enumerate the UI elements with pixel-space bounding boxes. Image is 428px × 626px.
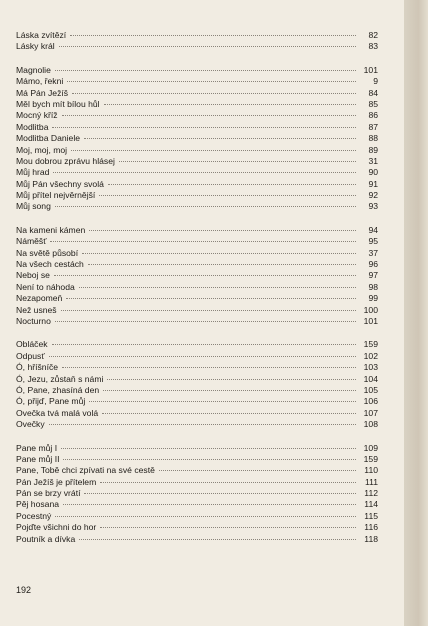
entry-page-number: 89	[368, 144, 378, 155]
entry-page-number: 94	[368, 224, 378, 235]
entry-page-number: 116	[364, 522, 378, 533]
entry-title: Pěj hosana	[16, 499, 60, 510]
dot-leader	[63, 503, 356, 505]
toc-entry	[16, 225, 378, 236]
toc-entry	[16, 511, 378, 522]
toc-entry	[16, 110, 378, 121]
dot-leader	[55, 515, 356, 517]
entry-title: Ó, hříšníče	[16, 362, 59, 373]
dot-leader	[88, 263, 356, 265]
dot-leader	[53, 171, 356, 173]
entry-title: Na všech cestách	[16, 259, 84, 270]
dot-leader	[82, 252, 356, 254]
toc-entry	[16, 65, 378, 76]
dot-leader	[49, 355, 356, 357]
dot-leader	[62, 114, 356, 116]
entry-title: Než usneš	[16, 304, 57, 315]
entry-page-number: 93	[368, 201, 378, 212]
dot-leader	[49, 423, 356, 425]
entry-title: Pane můj II	[16, 453, 60, 464]
entry-title: Magnolie	[16, 64, 51, 75]
dot-leader	[61, 309, 356, 311]
entry-title: Láska zvítězí	[16, 30, 67, 40]
entry-title: Můj Pán všechny svolá	[16, 178, 104, 189]
entry-title: Můj hrad	[16, 167, 50, 178]
dot-leader	[54, 274, 356, 276]
dot-leader	[159, 469, 356, 471]
dot-leader	[103, 389, 356, 391]
dot-leader	[50, 240, 356, 242]
page-number: 192	[16, 585, 32, 595]
entry-title: Ó, Pane, zhasíná den	[16, 384, 100, 395]
entry-page-number: 106	[363, 396, 378, 407]
entry-page-number: 37	[368, 247, 378, 258]
entry-page-number: 90	[368, 167, 378, 178]
dot-leader	[67, 80, 356, 82]
dot-leader	[63, 458, 356, 460]
entry-page-number: 83	[368, 41, 378, 52]
entry-title: Ovečky	[16, 419, 45, 430]
entry-title: Mocný kříž	[16, 110, 58, 121]
dot-leader	[61, 447, 356, 449]
entry-page-number: 159	[363, 339, 378, 350]
toc-entry	[16, 167, 378, 178]
entry-page-number: 31	[368, 155, 378, 166]
toc-entry	[16, 282, 378, 293]
entry-page-number: 96	[368, 259, 378, 270]
entry-title: Neboj se	[16, 270, 50, 281]
toc-entry	[16, 259, 378, 270]
toc-entry	[16, 408, 378, 419]
entry-page-number: 91	[368, 178, 378, 189]
table-of-contents	[16, 30, 378, 557]
dot-leader	[100, 526, 356, 528]
dot-leader	[66, 297, 356, 299]
entry-title: Můj song	[16, 201, 51, 212]
dot-leader	[62, 366, 356, 368]
toc-section	[16, 30, 378, 53]
entry-title: Pojďte všichni do hor	[16, 522, 97, 533]
toc-entry	[16, 522, 378, 533]
entry-title: Pane, Tobě chci zpívati na své cestě	[16, 465, 155, 476]
entry-page-number: 98	[368, 281, 378, 292]
entry-page-number: 107	[363, 407, 378, 418]
toc-entry	[16, 374, 378, 385]
entry-title: Modlitba Daniele	[16, 133, 81, 144]
dot-leader	[52, 343, 356, 345]
toc-entry	[16, 396, 378, 407]
toc-entry	[16, 488, 378, 499]
entry-title: Na kameni kámen	[16, 224, 86, 235]
toc-entry	[16, 201, 378, 212]
entry-page-number: 100	[363, 304, 378, 315]
entry-page-number: 92	[368, 190, 378, 201]
entry-page-number: 9	[373, 76, 378, 87]
toc-section	[16, 225, 378, 328]
entry-page-number: 108	[363, 419, 378, 430]
toc-entry	[16, 305, 378, 316]
entry-page-number: 99	[368, 293, 378, 304]
entry-page-number: 86	[368, 110, 378, 121]
toc-section	[16, 65, 378, 213]
entry-title: Lásky král	[16, 41, 55, 52]
toc-entry	[16, 362, 378, 373]
entry-title: Měl bych mít bílou hůl	[16, 98, 100, 109]
dot-leader	[52, 126, 356, 128]
entry-page-number: 104	[363, 373, 378, 384]
dot-leader	[84, 137, 356, 139]
entry-title: Náměšť	[16, 236, 47, 247]
entry-title: Můj přítel nejvěrnější	[16, 190, 96, 201]
toc-entry	[16, 351, 378, 362]
entry-title: Pán Ježíš je přítelem	[16, 476, 97, 487]
toc-section	[16, 339, 378, 430]
dot-leader	[119, 160, 356, 162]
toc-entry	[16, 534, 378, 545]
dot-leader	[84, 492, 356, 494]
toc-entry	[16, 248, 378, 259]
entry-page-number: 97	[368, 270, 378, 281]
toc-entry	[16, 41, 378, 52]
toc-entry	[16, 156, 378, 167]
toc-section	[16, 443, 378, 546]
entry-title: Pocestný	[16, 510, 52, 521]
entry-page-number: 159	[363, 453, 378, 464]
entry-title: Modlitba	[16, 121, 49, 132]
entry-page-number: 118	[364, 533, 378, 544]
dot-leader	[108, 183, 356, 185]
entry-page-number: 103	[363, 362, 378, 373]
toc-entry	[16, 270, 378, 281]
toc-entry	[16, 76, 378, 87]
dot-leader	[55, 205, 356, 207]
toc-entry	[16, 339, 378, 350]
entry-title: Ó, přijď, Pane můj	[16, 396, 86, 407]
toc-entry	[16, 477, 378, 488]
dot-leader	[72, 92, 356, 94]
toc-entry	[16, 293, 378, 304]
toc-entry	[16, 454, 378, 465]
toc-entry	[16, 190, 378, 201]
entry-page-number: 105	[363, 384, 378, 395]
entry-title: Pán se brzy vrátí	[16, 488, 81, 499]
entry-page-number: 88	[368, 133, 378, 144]
entry-page-number: 84	[368, 87, 378, 98]
entry-title: Na světě působí	[16, 247, 79, 258]
dot-leader	[79, 538, 356, 540]
toc-entry	[16, 30, 378, 41]
entry-title: Odpusť	[16, 350, 45, 361]
entry-page-number: 109	[363, 442, 378, 453]
dot-leader	[59, 45, 356, 47]
entry-page-number: 115	[364, 510, 378, 521]
toc-entry	[16, 499, 378, 510]
toc-entry	[16, 133, 378, 144]
toc-entry	[16, 179, 378, 190]
dot-leader	[55, 69, 356, 71]
entry-page-number: 82	[368, 30, 378, 40]
toc-entry	[16, 236, 378, 247]
entry-page-number: 87	[368, 121, 378, 132]
entry-title: Moj, moj, moj	[16, 144, 68, 155]
toc-entry	[16, 385, 378, 396]
toc-entry	[16, 465, 378, 476]
toc-entry	[16, 145, 378, 156]
dot-leader	[55, 320, 356, 322]
book-spine	[404, 0, 428, 626]
entry-title: Nocturno	[16, 315, 51, 326]
entry-page-number: 85	[368, 98, 378, 109]
toc-entry	[16, 88, 378, 99]
entry-title: Poutník a dívka	[16, 533, 76, 544]
entry-page-number: 95	[368, 236, 378, 247]
entry-page-number: 114	[364, 499, 378, 510]
entry-title: Mámo, řekni	[16, 76, 64, 87]
dot-leader	[99, 194, 356, 196]
entry-title: Pane můj I	[16, 442, 58, 453]
dot-leader	[71, 149, 356, 151]
dot-leader	[89, 400, 356, 402]
dot-leader	[89, 229, 356, 231]
entry-page-number: 101	[363, 315, 378, 326]
toc-entry	[16, 443, 378, 454]
entry-page-number: 110	[364, 465, 378, 476]
entry-title: Má Pán Ježíš	[16, 87, 69, 98]
dot-leader	[104, 103, 356, 105]
dot-leader	[100, 481, 356, 483]
entry-page-number: 112	[364, 488, 378, 499]
dot-leader	[107, 378, 356, 380]
dot-leader	[79, 286, 356, 288]
entry-page-number: 101	[363, 64, 378, 75]
toc-entry	[16, 99, 378, 110]
entry-title: Mou dobrou zprávu hlásej	[16, 155, 115, 166]
dot-leader	[102, 412, 356, 414]
entry-title: Ó, Jezu, zůstaň s námi	[16, 373, 104, 384]
entry-title: Nezapomeň	[16, 293, 63, 304]
entry-title: Ovečka tvá malá volá	[16, 407, 99, 418]
toc-entry	[16, 419, 378, 430]
entry-title: Obláček	[16, 339, 48, 350]
dot-leader	[70, 34, 356, 36]
entry-page-number: 111	[364, 476, 378, 487]
toc-entry	[16, 122, 378, 133]
toc-entry	[16, 316, 378, 327]
entry-page-number: 102	[363, 350, 378, 361]
entry-title: Není to náhoda	[16, 281, 75, 292]
